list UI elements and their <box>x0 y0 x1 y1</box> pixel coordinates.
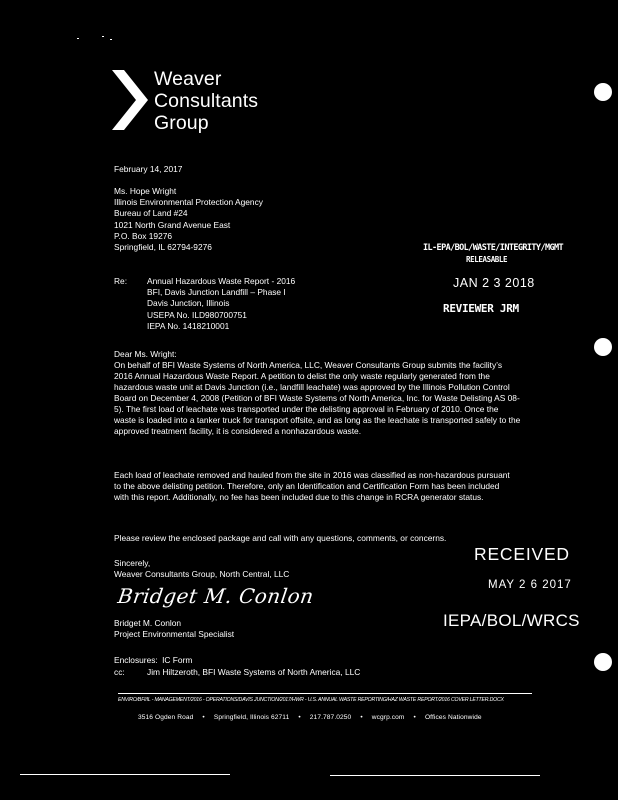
re-line-1: Annual Hazardous Waste Report - 2016 <box>147 276 296 286</box>
footer-street: 3516 Ogden Road <box>138 714 194 721</box>
chevron-logo-icon <box>112 70 152 130</box>
letter-date: February 14, 2017 <box>114 164 183 174</box>
recipient-po-box: P.O. Box 19276 <box>114 230 173 241</box>
footer-divider <box>118 693 532 694</box>
recipient-street: 1021 North Grand Avenue East <box>114 219 231 230</box>
agency-stamp-line: IL-EPA/BOL/WASTE/INTEGRITY/MGMT <box>423 243 564 253</box>
releasable-stamp: RELEASABLE <box>466 255 508 264</box>
salutation: Dear Ms. Wright: <box>114 349 177 359</box>
re-subject <box>147 276 295 332</box>
re-line-5: IEPA No. 1418210001 <box>147 320 230 331</box>
wordmark-line-2: Consultants <box>154 90 259 112</box>
closing-company: Weaver Consultants Group, North Central, LLC <box>114 569 290 579</box>
enclosures-label: Enclosures: <box>114 655 158 665</box>
wordmark-line-1: Weaver <box>154 68 222 90</box>
recipient-city: Springfield, IL 62794-9276 <box>114 242 212 253</box>
handwritten-signature: Bridget M. Conlon <box>116 584 316 608</box>
footer-file-path: ENVIRO/BFI/IL - MANAGEMENT/2016 - OPERATIONS/DAVIS JUNCTION/2017/HWR - U.S. ANNUAL WASTE REPORTING/HAZ WASTE REPORT/2016 COVER LETTER.DOCX <box>118 697 504 703</box>
punch-hole-middle <box>594 338 612 356</box>
iepa-stamp: IEPA/BOL/WRCS <box>443 611 580 630</box>
recipient-agency: Illinois Environmental Protection Agency <box>114 197 263 208</box>
stamp-date-january: JAN 2 3 2018 <box>453 276 535 290</box>
signer-title: Project Environmental Specialist <box>114 629 235 639</box>
re-line-3: Davis Junction, Illinois <box>147 298 230 309</box>
footer-phone: 217.787.0250 <box>309 714 352 721</box>
speck <box>110 39 112 40</box>
re-label: Re: <box>114 276 128 286</box>
scan-line-right <box>330 775 540 776</box>
cc-label: cc: <box>114 667 125 677</box>
body-paragraph-2: Each load of leachate removed and hauled from the site in 2016 was classified as non-hazardous pursuant to the above delisting petition. Therefore, only an Identification and Certification Form has been included with this report. Additionally, no fee has been included due to this change in RCRA generator status. <box>114 470 510 502</box>
scan-line-left <box>20 774 230 775</box>
received-stamp: RECEIVED <box>474 544 570 564</box>
punch-hole-top <box>594 83 612 101</box>
bullet-icon: • <box>360 714 363 721</box>
footer-website: wcgrp.com <box>371 714 405 721</box>
reviewer-stamp: REVIEWER JRM <box>443 302 519 315</box>
bullet-icon: • <box>413 714 416 721</box>
signer-name: Bridget M. Conlon <box>114 618 182 628</box>
bullet-icon: • <box>202 714 205 721</box>
re-line-2: BFI, Davis Junction Landfill – Phase I <box>147 287 286 298</box>
footer-address <box>138 714 482 721</box>
footer-offices: Offices Nationwide <box>424 714 482 721</box>
recipient-address <box>114 186 263 253</box>
company-wordmark <box>154 68 258 134</box>
re-line-4: USEPA No. ILD980700751 <box>147 309 247 320</box>
footer-city: Springfield, Illinois 62711 <box>213 714 290 721</box>
recipient-bureau: Bureau of Land #24 <box>114 208 188 219</box>
body-paragraph-1: On behalf of BFI Waste Systems of North America, LLC, Weaver Consultants Group submits the facility’s 2016 Annual Hazardous Waste Report. A petition to delist the only waste regularly generated from the hazardous waste unit at Davis Junction (i.e., landfill leachate) was approved by the Illinois Pollution Control Board on December 4, 2008 (Petition of BFI Waste Systems of North America, Inc. for Waste Delisting AS 08-5). The first load of leachate was transported under the delisting approval in February of 2010. Once the waste is loaded into a tanker truck for transport offsite, and as long as the leachate is transported safely to the approved treatment facility, it is considered a nonhazardous waste. <box>114 360 521 436</box>
enclosures-value: IC Form <box>162 655 193 665</box>
received-stamp-date: MAY 2 6 2017 <box>488 579 572 591</box>
bullet-icon: • <box>298 714 301 721</box>
speck <box>77 38 79 39</box>
enclosures-line <box>114 655 192 666</box>
body-paragraph-3: Please review the enclosed package and call with any questions, comments, or concerns. <box>114 533 447 543</box>
recipient-name: Ms. Hope Wright <box>114 186 177 196</box>
speck <box>102 36 104 37</box>
valediction: Sincerely, <box>114 558 151 568</box>
cc-value: Jim Hiltzeroth, BFI Waste Systems of North America, LLC <box>147 667 361 677</box>
wordmark-line-3: Group <box>154 112 209 134</box>
punch-hole-bottom <box>594 653 612 671</box>
